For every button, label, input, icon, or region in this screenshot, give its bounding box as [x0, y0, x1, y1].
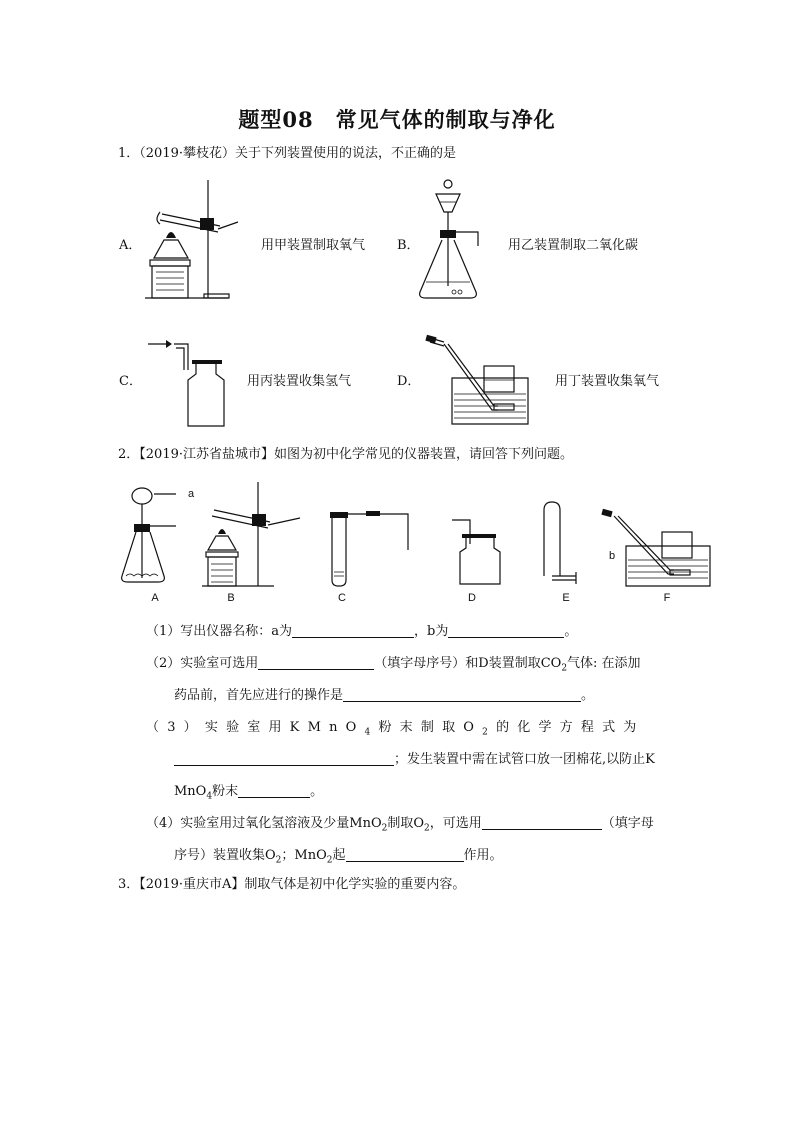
q2-part2-line2: [174, 687, 594, 705]
q1-option-c-letter: C．: [119, 374, 142, 389]
q2-part1-end: 。: [564, 624, 578, 639]
q2-part2: [146, 655, 641, 678]
answer-blank-collect[interactable]: [482, 815, 602, 830]
apparatus-label-f: F: [663, 592, 671, 604]
q2-part4b-end: 作用。: [463, 848, 503, 863]
apparatus-label-d: D: [468, 592, 476, 604]
q1-option-c-text: 用丙装置收集氢气: [247, 374, 352, 389]
q2-part3c-sub: 4: [206, 791, 213, 802]
q2-part2b-end: 。: [581, 688, 595, 703]
q2-part4-end: （填字母: [601, 816, 654, 831]
q2-part3b-mid: ；发生装置中需在试管口放一团棉花,以防止K: [394, 752, 655, 767]
label-a: a: [187, 488, 195, 500]
q2-part4b-mid: ；MnO: [281, 848, 327, 863]
apparatus-label-c: C: [338, 592, 346, 604]
q2-part3-line3: [174, 783, 323, 806]
q1-option-d-letter: D．: [397, 374, 421, 389]
q2-part3-sub2: 2: [482, 727, 497, 738]
q2-part4-sub: 2: [381, 823, 388, 834]
q2-part1: [146, 623, 577, 641]
q1-option-d-text: 用丁装置收集氧气: [555, 374, 660, 389]
q2-part3c-mid: 粉末: [212, 784, 239, 799]
q2-part3-tail2: 的化学方程式为: [496, 720, 645, 735]
q2-part4b-sub2: 2: [326, 855, 333, 866]
q1-option-b-text: 用乙装置制取二氧化碳: [508, 238, 639, 253]
answer-blank-a[interactable]: [292, 623, 414, 638]
q2-part2-prefix: （2）实验室可选用: [146, 656, 259, 671]
answer-blank-equation[interactable]: [174, 751, 394, 766]
apparatus-b-icon: [198, 478, 304, 590]
q2-part4b-prefix: 序号）装置收集O: [174, 848, 276, 863]
answer-blank-prevent[interactable]: [238, 783, 310, 798]
q2-part2b-prefix: 药品前，首先应进行的操作是: [174, 688, 344, 703]
q2-part4-line2: [174, 847, 503, 870]
q1-option-b-letter: B．: [397, 238, 420, 253]
q2-part4: [146, 815, 654, 838]
q2-part4b-mid2: 起: [332, 848, 346, 863]
apparatus-label-e: E: [562, 592, 570, 604]
apparatus-d-icon: [448, 514, 508, 586]
q2-part1-mid: ，b为: [414, 624, 449, 639]
q2-part4-sub2: 2: [424, 823, 430, 834]
apparatus-f-icon: [600, 508, 716, 588]
q2-part3-text: （3）实验室用KMnO: [146, 720, 365, 735]
apparatus-ding-icon: [424, 334, 534, 430]
q2-part3: [146, 719, 644, 742]
page-title: 题型08 常见气体的制取与净化: [238, 107, 556, 132]
q2-part4b-sub: 2: [275, 855, 282, 866]
q2-part4-prefix: （4）实验室用过氧化氢溶液及少量MnO: [146, 816, 382, 831]
answer-blank-device[interactable]: [258, 655, 374, 670]
apparatus-e-icon: [536, 500, 586, 588]
q2-part3c-prefix: MnO: [174, 784, 207, 799]
q2-part3-sub: 4: [364, 727, 379, 738]
q2-stem: 2．【2019·江苏省盐城市】如图为初中化学常见的仪器装置，请回答下列问题。: [118, 447, 573, 462]
q2-part2-mid: （填字母序号）和D装置制取CO: [374, 656, 562, 671]
label-b: b: [608, 550, 616, 562]
apparatus-label-b: B: [227, 592, 235, 604]
q2-part4-mid2: ，可选用: [429, 816, 482, 831]
answer-blank-role[interactable]: [346, 847, 464, 862]
apparatus-yi-icon: [416, 174, 496, 304]
apparatus-c-icon: [326, 502, 418, 588]
q2-part2-sub: 2: [561, 663, 568, 674]
apparatus-label-a: A: [151, 592, 159, 604]
q2-part4-mid: 制取O: [387, 816, 425, 831]
apparatus-bing-icon: [144, 338, 234, 430]
q2-part3-line2: [174, 751, 655, 769]
answer-blank-b[interactable]: [448, 623, 564, 638]
apparatus-jia-icon: [140, 174, 260, 304]
q2-part3-tail: 粉末制取O: [378, 720, 483, 735]
q2-part2-tail: 气体: 在添加: [567, 656, 641, 671]
answer-blank-operation[interactable]: [343, 687, 581, 702]
q2-part3c-end: 。: [310, 784, 324, 799]
q3-stem: 3．【2019·重庆市A】制取气体是初中化学实验的重要内容。: [118, 877, 466, 892]
q1-option-a-letter: A．: [119, 238, 142, 253]
q1-stem: 1．（2019·攀枝花）关于下列装置使用的说法，不正确的是: [118, 146, 456, 161]
q1-option-a-text: 用甲装置制取氧气: [261, 238, 366, 253]
q2-part1-prefix: （1）写出仪器名称：a为: [146, 624, 293, 639]
